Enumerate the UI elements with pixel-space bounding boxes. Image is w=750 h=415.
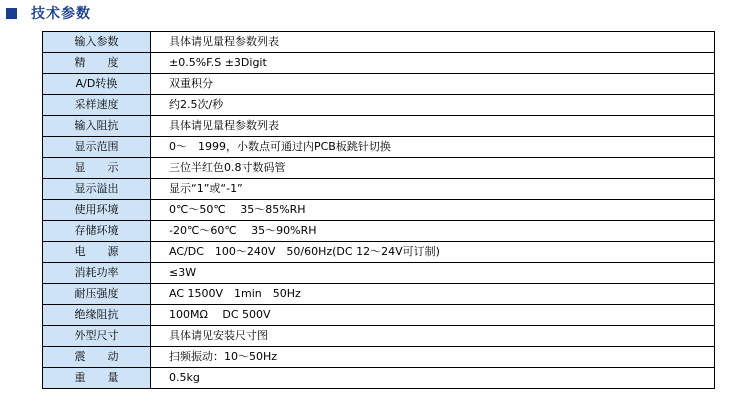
table-row bbox=[43, 95, 715, 116]
row-label: 精 度 bbox=[43, 53, 151, 74]
table-row bbox=[43, 158, 715, 179]
row-label: 重 量 bbox=[43, 368, 151, 389]
row-value: 显示“1”或“-1” bbox=[151, 179, 715, 200]
table-row bbox=[43, 368, 715, 389]
row-value: 约2.5次/秒 bbox=[151, 95, 715, 116]
row-label: 输入参数 bbox=[43, 32, 151, 53]
row-label: 绝缘阻抗 bbox=[43, 305, 151, 326]
row-label: 消耗功率 bbox=[43, 263, 151, 284]
row-label: 采样速度 bbox=[43, 95, 151, 116]
row-label: 显示范围 bbox=[43, 137, 151, 158]
table-row bbox=[43, 137, 715, 158]
table-row bbox=[43, 242, 715, 263]
section-heading bbox=[6, 3, 91, 23]
row-value: ±0.5%F.S ±3Digit bbox=[151, 53, 715, 74]
row-label: 显示溢出 bbox=[43, 179, 151, 200]
row-value: 0～ 1999，小数点可通过内PCB板跳针切换 bbox=[151, 137, 715, 158]
row-label: 耐压强度 bbox=[43, 284, 151, 305]
table-row bbox=[43, 116, 715, 137]
row-label: 存储环境 bbox=[43, 221, 151, 242]
table-row bbox=[43, 284, 715, 305]
row-value: 100MΩ DC 500V bbox=[151, 305, 715, 326]
row-value: -20℃～60℃ 35～90%RH bbox=[151, 221, 715, 242]
row-label: 显 示 bbox=[43, 158, 151, 179]
row-label: 输入阻抗 bbox=[43, 116, 151, 137]
row-label: 震 动 bbox=[43, 347, 151, 368]
table-row bbox=[43, 179, 715, 200]
row-label: A/D转换 bbox=[43, 74, 151, 95]
table-row bbox=[43, 200, 715, 221]
row-label: 使用环境 bbox=[43, 200, 151, 221]
row-value: 具体请见量程参数列表 bbox=[151, 116, 715, 137]
square-bullet-icon bbox=[6, 8, 17, 19]
table-row bbox=[43, 32, 715, 53]
table-row bbox=[43, 221, 715, 242]
row-value: AC/DC 100～240V 50/60Hz(DC 12～24V可订制) bbox=[151, 242, 715, 263]
table-row bbox=[43, 74, 715, 95]
spec-table bbox=[42, 31, 715, 389]
table-row bbox=[43, 53, 715, 74]
table-row bbox=[43, 305, 715, 326]
row-value: ≤3W bbox=[151, 263, 715, 284]
row-value: 0℃～50℃ 35～85%RH bbox=[151, 200, 715, 221]
table-row bbox=[43, 347, 715, 368]
table-row bbox=[43, 326, 715, 347]
row-value: 扫频振动：10～50Hz bbox=[151, 347, 715, 368]
row-value: 0.5kg bbox=[151, 368, 715, 389]
table-row bbox=[43, 263, 715, 284]
row-value: 三位半红色0.8寸数码管 bbox=[151, 158, 715, 179]
row-value: 具体请见安装尺寸图 bbox=[151, 326, 715, 347]
row-label: 电 源 bbox=[43, 242, 151, 263]
row-value: 具体请见量程参数列表 bbox=[151, 32, 715, 53]
row-label: 外型尺寸 bbox=[43, 326, 151, 347]
row-value: AC 1500V 1min 50Hz bbox=[151, 284, 715, 305]
section-title: 技术参数 bbox=[31, 6, 91, 22]
row-value: 双重积分 bbox=[151, 74, 715, 95]
